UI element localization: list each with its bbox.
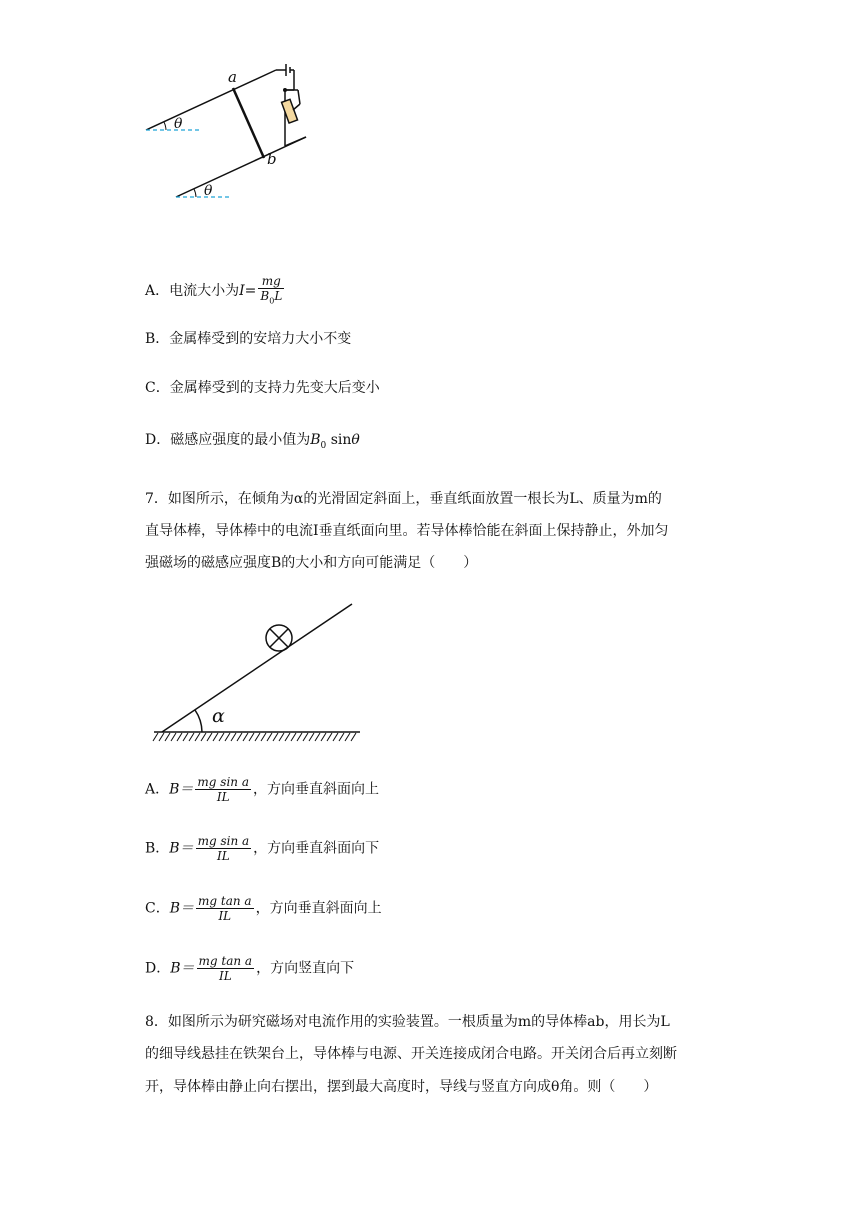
q6-option-c: C．金属棒受到的支持力先变大后变小 (145, 380, 380, 396)
q7-line-3: 强磁场的磁感应强度B的大小和方向可能满足（ ） (145, 555, 478, 571)
rails-figure (140, 60, 340, 210)
upper-rail (146, 70, 276, 130)
q7-line-2: 直导体棒，导体棒中的电流I垂直纸面向里。若导体棒恰能在斜面上保持静止，外加匀 (145, 523, 669, 539)
label-b: b (267, 150, 277, 168)
rheostat (282, 99, 298, 123)
option-fraction: $\frac{\text{mg sin a}}{IL}$ (197, 775, 249, 804)
option-fraction: $\frac{\text{mg sin a}}{IL}$ (197, 834, 250, 863)
q8-line-1: 8．如图所示为研究磁场对电流作用的实验装置。一根质量为m的导体棒ab，用长为L (145, 1014, 670, 1030)
label-a: a (228, 68, 237, 86)
ground-hatching (153, 733, 356, 741)
option-fraction: $\frac{\text{mg tan a}}{IL}$ (198, 954, 253, 983)
q7-option-c: C．B＝ $\frac{\text{mg tan a}}{IL}$ ，方向垂直斜面向上 (145, 894, 382, 923)
option-fraction: $\frac{\text{mg tan a}}{IL}$ (198, 894, 252, 923)
incline-surface (162, 604, 352, 732)
q6-option-d: D．磁感应强度的最小值为$B_0$ sinθ (145, 432, 360, 451)
q7-option-d: D．B＝ $\frac{\text{mg tan a}}{IL}$ ，方向竖直向下 (145, 954, 355, 983)
current-fraction: $\frac{mg}{B_0L}$ (260, 274, 283, 306)
q7-line-1: 7．如图所示，在倾角为α的光滑固定斜面上，垂直纸面放置一根长为L、质量为m的 (145, 491, 662, 507)
label-theta-bottom: θ (204, 183, 213, 199)
q8-line-3: 开，导体棒由静止向右摆出，摆到最大高度时，导线与竖直方向成θ角。则（ ） (145, 1079, 658, 1095)
q7-option-b: B．B＝ $\frac{\text{mg sin a}}{IL}$ ，方向垂直斜面向下 (145, 834, 380, 863)
q7-option-a: A．B＝ $\frac{\text{mg sin a}}{IL}$ ，方向垂直斜面向上 (145, 775, 379, 804)
incline-figure (150, 600, 365, 745)
q8-line-2: 的细导线悬挂在铁架台上，导体棒与电源、开关连接成闭合电路。开关闭合后再立刻断 (145, 1046, 677, 1062)
label-theta-top: θ (174, 116, 183, 132)
metal-bar-ab (233, 88, 264, 158)
q6-option-b: B．金属棒受到的安培力大小不变 (145, 331, 352, 347)
angle-arc (195, 710, 202, 732)
q6-option-a: A．电流大小为I= $\frac{mg}{B_0L}$ (145, 274, 286, 308)
label-alpha: α (212, 705, 225, 727)
